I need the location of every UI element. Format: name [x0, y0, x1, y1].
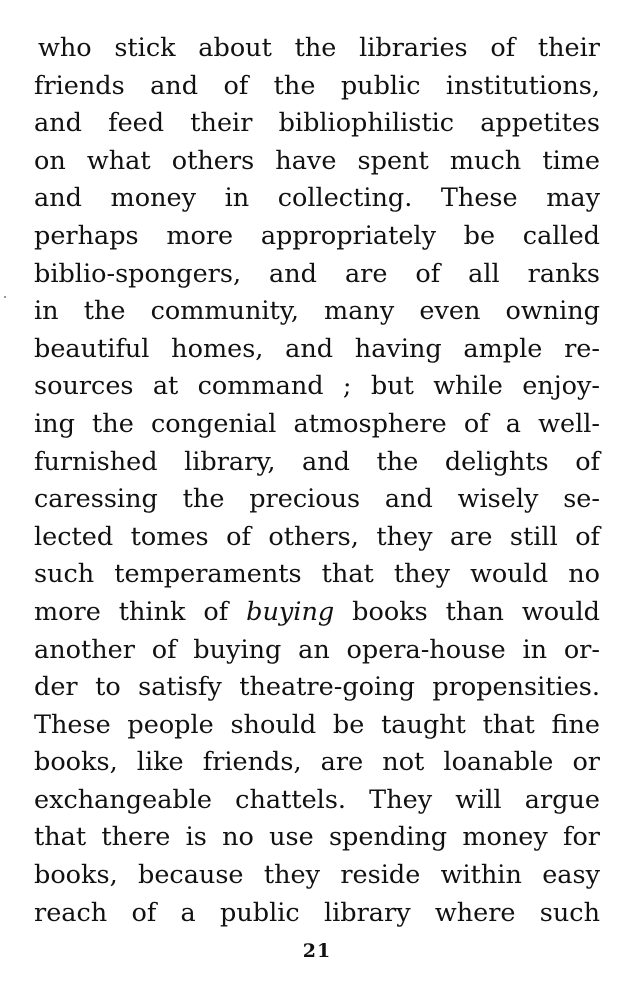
body-text [34, 30, 600, 932]
text-line: on what others have spent much time [34, 145, 600, 176]
text-line: books, because they reside within easy [34, 860, 600, 891]
text-line: perhaps more appropriately be called [34, 220, 600, 251]
text-line: der to satisfy theatre-going propensities. [34, 672, 600, 703]
italic-word: buying [246, 596, 335, 627]
text-segment: books than would [334, 596, 601, 627]
page-number: 21 [302, 940, 332, 962]
text-line: beautiful homes, and having ample re- [34, 333, 600, 364]
text-segment: more think of [34, 596, 247, 627]
text-line: caressing the precious and wisely se- [34, 484, 600, 515]
text-line: and money in collecting. These may [34, 183, 600, 214]
text-line: furnished library, and the delights of [34, 446, 600, 477]
text-line-with-italic [34, 594, 600, 632]
text-line: who stick about the libraries of their [38, 33, 600, 63]
text-line: that there is no use spending money for [34, 822, 600, 853]
text-line: biblio-spongers, and are of all ranks [34, 258, 600, 289]
text-line: books, like friends, are not loanable or [34, 747, 600, 778]
text-line: These people should be taught that fine [34, 709, 600, 740]
text-line: such temperaments that they would no [34, 559, 600, 590]
text-line: and feed their bibliophilistic appetites [34, 108, 600, 139]
text-line: another of buying an opera-house in or- [34, 634, 600, 665]
text-line: sources at command ; but while enjoy- [34, 371, 600, 402]
text-line: exchangeable chattels. They will argue [34, 784, 600, 815]
text-line: ing the congenial atmosphere of a well- [34, 408, 600, 439]
text-line: reach of a public library where such [34, 897, 600, 928]
print-speck [4, 296, 6, 298]
text-line: in the community, many even owning [34, 296, 600, 327]
text-line: friends and of the public institutions, [34, 70, 600, 101]
text-line: lected tomes of others, they are still of [34, 521, 600, 552]
